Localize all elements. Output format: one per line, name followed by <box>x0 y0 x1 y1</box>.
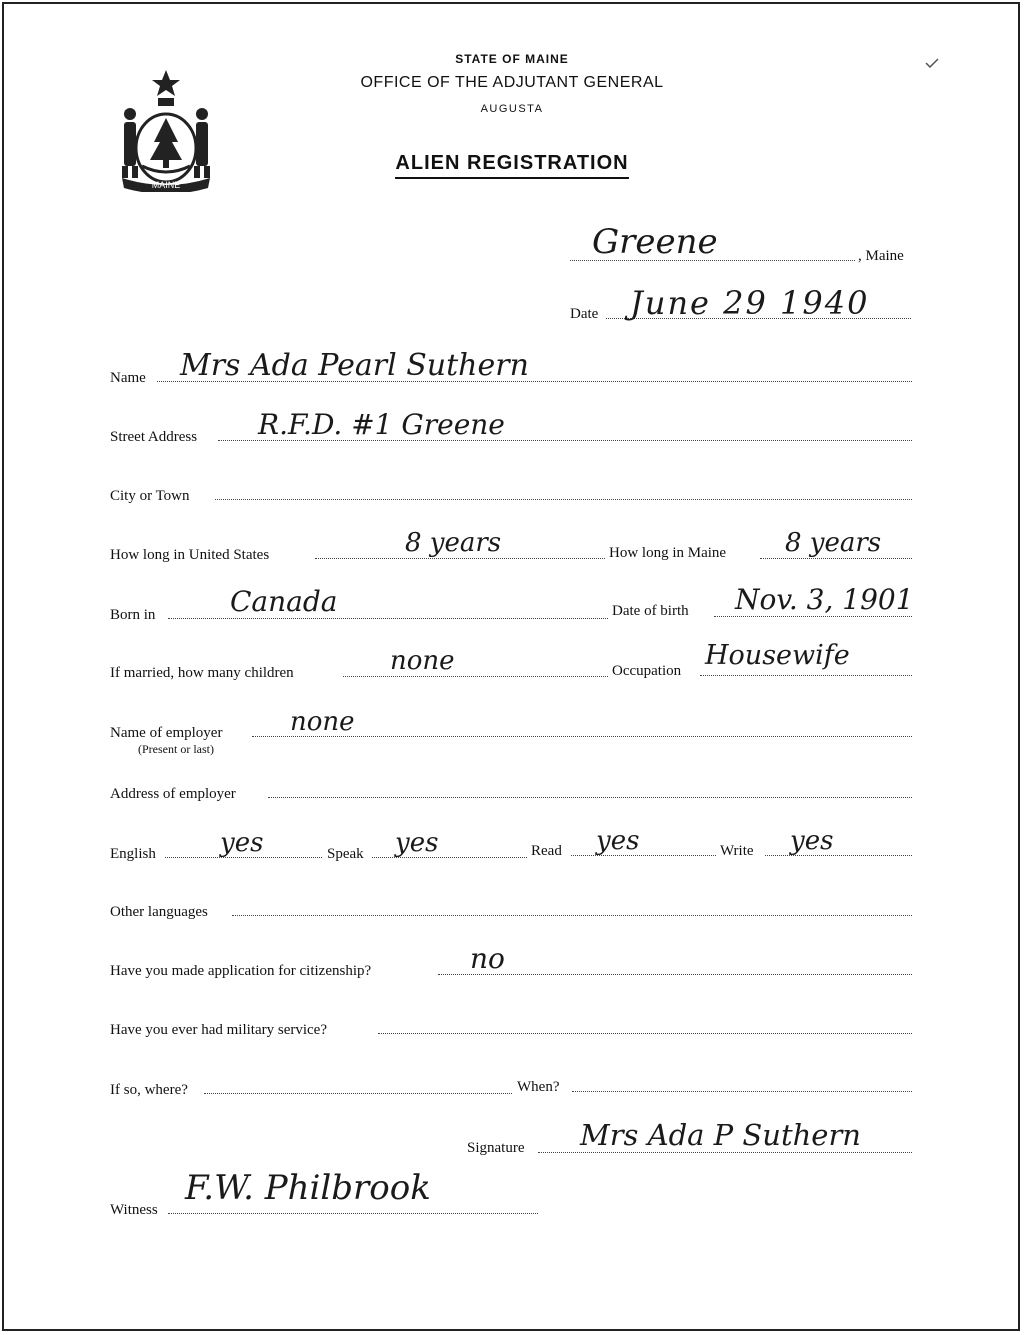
read-value: yes <box>596 826 640 856</box>
seal-text: MAINE <box>151 180 181 190</box>
dob-line <box>714 616 912 617</box>
english-label: English <box>110 846 156 862</box>
employer-label: Name of employer <box>110 725 223 741</box>
dob-label: Date of birth <box>612 603 689 619</box>
speak-label: Speak <box>327 846 364 862</box>
date-value: June 29 1940 <box>630 284 870 322</box>
when-line <box>572 1091 912 1092</box>
witness-label: Witness <box>110 1202 158 1218</box>
children-line <box>343 676 608 677</box>
where-line <box>204 1093 512 1094</box>
witness-value: F.W. Philbrook <box>185 1168 431 1208</box>
employer-address-line <box>268 797 912 798</box>
read-label: Read <box>531 843 562 859</box>
us-time-value: 8 years <box>405 528 502 558</box>
children-label: If married, how many children <box>110 665 294 681</box>
military-line <box>378 1033 912 1034</box>
town-suffix: , Maine <box>858 248 904 264</box>
us-time-label: How long in United States <box>110 547 270 563</box>
city-label: City or Town <box>110 488 190 504</box>
office-heading: OFFICE OF THE ADJUTANT GENERAL <box>360 74 664 91</box>
english-value: yes <box>220 828 264 858</box>
military-label: Have you ever had military service? <box>110 1022 327 1038</box>
other-languages-label: Other languages <box>110 904 208 920</box>
maine-time-label: How long in Maine <box>609 545 727 561</box>
street-value: R.F.D. #1 Greene <box>258 408 505 441</box>
employer-address-label: Address of employer <box>110 786 236 802</box>
born-line <box>168 618 608 619</box>
dob-value: Nov. 3, 1901 <box>735 583 914 616</box>
signature-line <box>538 1152 912 1153</box>
maine-time-value: 8 years <box>785 528 882 558</box>
citizenship-line <box>438 974 912 975</box>
name-label: Name <box>110 370 146 386</box>
occupation-value: Housewife <box>705 640 850 671</box>
form-title-text: ALIEN REGISTRATION <box>395 152 628 179</box>
date-label: Date <box>570 306 599 322</box>
town-value: Greene <box>592 222 718 262</box>
city-heading: AUGUSTA <box>480 103 544 115</box>
write-label: Write <box>720 843 754 859</box>
us-time-line <box>315 558 605 559</box>
name-value: Mrs Ada Pearl Suthern <box>180 348 529 383</box>
state-heading: STATE OF MAINE <box>455 52 569 66</box>
children-value: none <box>390 646 455 676</box>
signature-value: Mrs Ada P Suthern <box>580 1118 861 1152</box>
witness-line <box>168 1213 538 1214</box>
other-languages-line <box>232 915 912 916</box>
street-label: Street Address <box>110 429 198 445</box>
employer-value: none <box>290 707 355 737</box>
born-label: Born in <box>110 607 156 623</box>
when-label: When? <box>517 1079 560 1095</box>
write-line <box>765 855 912 856</box>
write-value: yes <box>790 826 834 856</box>
form-title <box>0 152 1024 175</box>
read-line <box>571 855 716 856</box>
speak-value: yes <box>395 828 439 858</box>
occupation-label: Occupation <box>612 663 682 679</box>
employer-sublabel: (Present or last) <box>138 742 214 756</box>
citizenship-value: no <box>470 942 505 975</box>
citizenship-label: Have you made application for citizenship? <box>110 963 372 979</box>
signature-label: Signature <box>467 1140 525 1156</box>
city-line <box>215 499 912 500</box>
born-value: Canada <box>230 585 338 618</box>
where-label: If so, where? <box>110 1082 188 1098</box>
maine-time-line <box>760 558 912 559</box>
occupation-line <box>700 675 912 676</box>
